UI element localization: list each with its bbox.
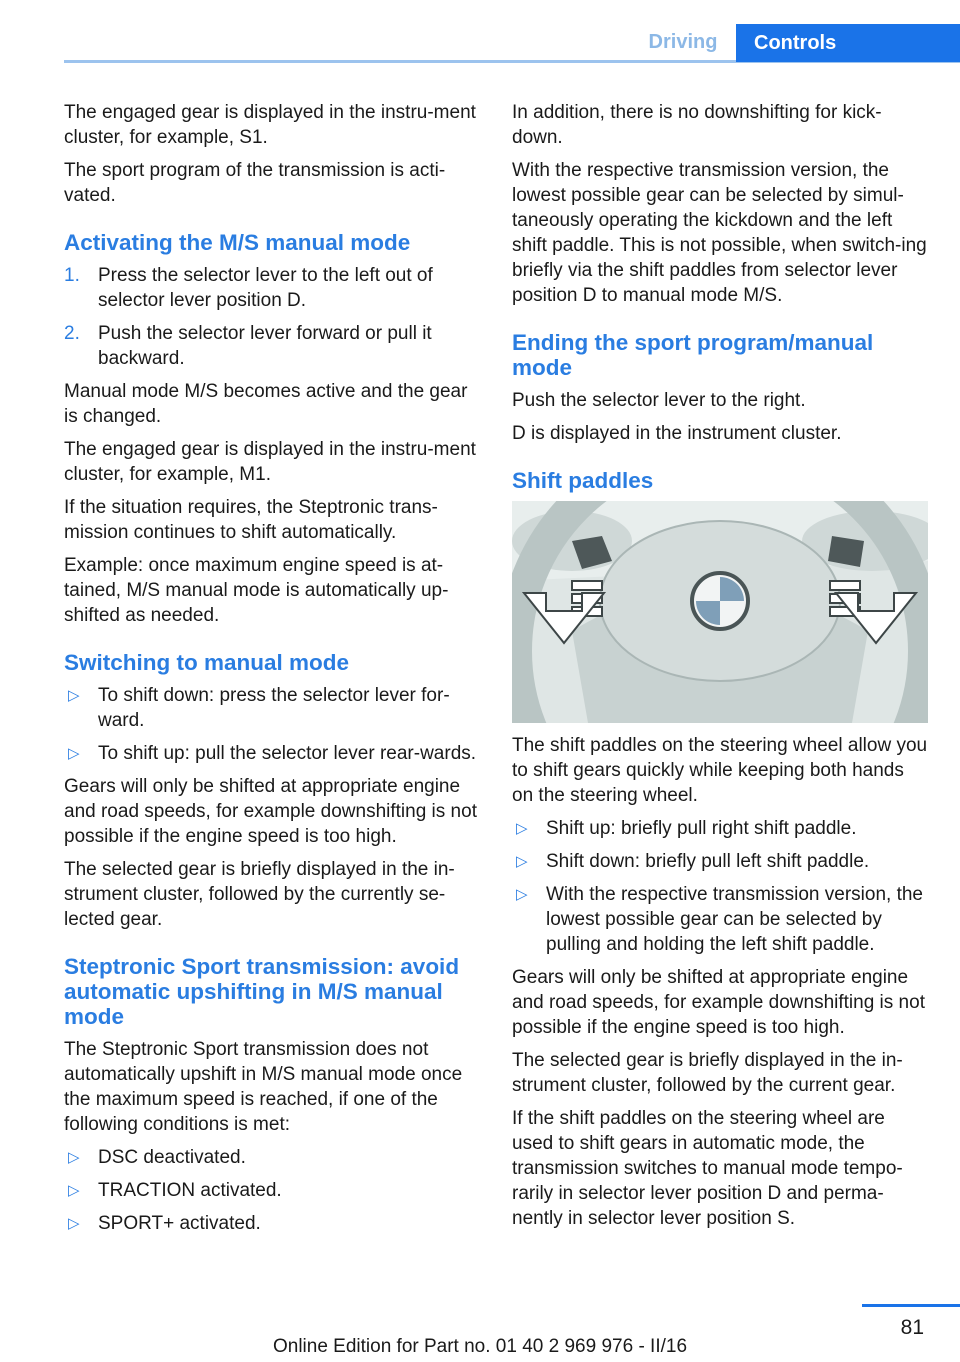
step-number: 1. — [64, 265, 80, 286]
bullet-list — [512, 816, 928, 957]
triangle-right-icon: ▷ — [68, 745, 80, 762]
item-text: SPORT+ activated. — [98, 1213, 261, 1234]
list-item — [512, 882, 928, 957]
triangle-right-icon: ▷ — [68, 1149, 80, 1166]
page-number: 81 — [900, 1316, 924, 1339]
footer-rule — [862, 1304, 960, 1307]
bullet-list — [64, 683, 480, 766]
paragraph: With the respective transmission version, the lowest possible gear can be selected by simul-taneously operating the kickdown and the left shift paddle. This is not possible, when switch-ing briefly via the shift paddles from selector lever position D to manual mode M/S. — [512, 160, 927, 306]
paragraph: The selected gear is briefly displayed in the in-strument cluster, followed by the current gear. — [512, 1050, 903, 1096]
list-item — [64, 1211, 480, 1236]
section-heading: Activating the M/S manual mode — [64, 230, 411, 255]
list-item — [64, 683, 480, 733]
triangle-right-icon: ▷ — [68, 1182, 80, 1199]
left-column — [64, 100, 480, 1244]
section-heading: Steptronic Sport transmission: avoid automatic upshifting in M/S manual mode — [64, 954, 460, 1029]
header-section-tab[interactable]: Driving — [648, 30, 718, 53]
paragraph: The engaged gear is displayed in the instru-ment cluster, for example, M1. — [64, 439, 476, 485]
paragraph: In addition, there is no downshifting for kick-down. — [512, 102, 882, 148]
list-item — [64, 263, 480, 313]
step-text: Press the selector lever to the left out of selector lever position D. — [98, 265, 433, 311]
paragraph: The Steptronic Sport transmission does not automatically upshift in M/S manual mode once the maximum speed is reached, if one of the following conditions is met: — [64, 1039, 463, 1135]
paragraph: Example: once maximum engine speed is at-tained, M/S manual mode is automatically up-shifted as needed. — [64, 555, 449, 626]
triangle-right-icon: ▷ — [68, 1215, 80, 1232]
paragraph: Gears will only be shifted at appropriate engine and road speeds, for example downshifting is not possible if the engine speed is too high. — [64, 776, 477, 847]
paragraph: Manual mode M/S becomes active and the gear is changed. — [64, 381, 468, 427]
list-item — [64, 1145, 480, 1170]
item-text: To shift up: pull the selector lever rear-wards. — [98, 743, 477, 764]
numbered-list — [64, 263, 480, 371]
item-text: DSC deactivated. — [98, 1147, 246, 1168]
item-text: Shift up: briefly pull right shift paddle. — [546, 818, 857, 839]
paragraph: Gears will only be shifted at appropriate engine and road speeds, for example downshifting is not possible if the engine speed is too high. — [512, 967, 925, 1038]
item-text: With the respective transmission version, the lowest possible gear can be selected by pulling and holding the left shift paddle. — [546, 884, 923, 955]
list-item — [64, 321, 480, 371]
triangle-right-icon: ▷ — [516, 886, 528, 903]
list-item — [64, 741, 480, 766]
list-item — [512, 849, 928, 874]
steering-wheel-shift-paddles-image — [512, 501, 928, 723]
header-chapter-tab[interactable]: Controls — [736, 24, 960, 62]
list-item — [512, 816, 928, 841]
section-heading: Switching to manual mode — [64, 650, 350, 675]
item-text: TRACTION activated. — [98, 1180, 282, 1201]
step-text: Push the selector lever forward or pull it backward. — [98, 323, 432, 369]
item-text: Shift down: briefly pull left shift paddle. — [546, 851, 870, 872]
paragraph: The selected gear is briefly displayed in the in-strument cluster, followed by the currently se-lected gear. — [64, 859, 455, 930]
paragraph: The shift paddles on the steering wheel allow you to shift gears quickly while keeping both hands on the steering wheel. — [512, 735, 928, 806]
triangle-right-icon: ▷ — [516, 820, 528, 837]
paragraph: If the situation requires, the Steptronic trans-mission continues to shift automatically. — [64, 497, 438, 543]
triangle-right-icon: ▷ — [68, 687, 80, 704]
paragraph: Push the selector lever to the right. — [512, 390, 806, 411]
item-text: To shift down: press the selector lever for-ward. — [98, 685, 450, 731]
paragraph: D is displayed in the instrument cluster. — [512, 423, 842, 444]
step-number: 2. — [64, 323, 80, 344]
section-heading: Shift paddles — [512, 468, 654, 493]
paragraph: The engaged gear is displayed in the instru-ment cluster, for example, S1. — [64, 102, 476, 148]
paragraph: The sport program of the transmission is acti-vated. — [64, 160, 446, 206]
section-heading: Ending the sport program/manual mode — [512, 330, 874, 380]
triangle-right-icon: ▷ — [516, 853, 528, 870]
paragraph: If the shift paddles on the steering wheel are used to shift gears in automatic mode, the transmission switches to manual mode tempo-rarily in selector lever position D and perma-nently in selector lever position S. — [512, 1108, 903, 1229]
right-column — [512, 100, 928, 1239]
list-item — [64, 1178, 480, 1203]
edition-footer: Online Edition for Part no. 01 40 2 969 976 - II/16 — [272, 1336, 688, 1357]
bullet-list — [64, 1145, 480, 1236]
